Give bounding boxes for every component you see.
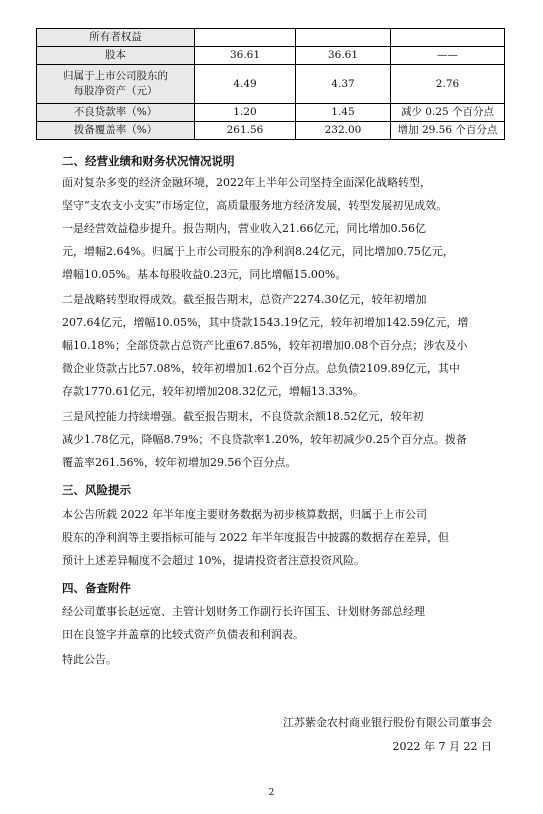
row-label: 拨备覆盖率（%） (37, 122, 195, 140)
paragraph-line: 幅10.18%；全部贷款占总资产比重67.85%，较年初增加0.08个百分点；涉农及小 (62, 339, 468, 352)
cell: 减少 0.25 个百分点 (391, 104, 505, 122)
cell: 232.00 (296, 122, 391, 140)
paragraph-line: 存款1770.61亿元，较年初增加208.32亿元，增幅13.33%。 (62, 385, 364, 398)
row-label: 股本 (37, 47, 195, 65)
financial-table (36, 28, 505, 140)
cell: 2.76 (391, 65, 505, 104)
cell (296, 29, 391, 47)
cell: 1.20 (195, 104, 296, 122)
section-heading: 三、风险提示 (62, 483, 131, 497)
paragraph-line: 股东的净利润等主要指标可能与 2022 年半年度报告中披露的数据存在差异，但 (62, 531, 449, 544)
closing-line: 特此公告。 (62, 653, 117, 666)
row-label: 归属于上市公司股东的 每股净资产（元） (37, 65, 195, 104)
signature-company: 江苏紫金农村商业银行股份有限公司董事会 (283, 716, 492, 729)
page-number: 2 (268, 788, 275, 798)
cell: 36.61 (195, 47, 296, 65)
cell: 36.61 (296, 47, 391, 65)
paragraph-line: 二是战略转型取得成效。截至报告期末，总资产2274.30亿元，较年初增加 (62, 293, 427, 306)
table-row (37, 29, 505, 47)
cell: 261.56 (195, 122, 296, 140)
cell (391, 29, 505, 47)
paragraph-line: 坚守“支农支小支实”市场定位，高质量服务地方经济发展，转型发展初见成效。 (62, 199, 448, 212)
paragraph-line: 本公告所载 2022 年半年度主要财务数据为初步核算数据，归属于上市公司 (62, 508, 427, 521)
row-label: 不良贷款率（%） (37, 104, 195, 122)
paragraph-line: 田在良签字并盖章的比较式资产负债表和利润表。 (62, 628, 304, 641)
paragraph-line: 经公司董事长赵远宽、主管计划财务工作副行长许国玉、计划财务部总经理 (62, 605, 425, 618)
section-heading: 四、备查附件 (62, 581, 131, 595)
paragraph-line: 增幅10.05%。基本每股收益0.23元，同比增幅15.00%。 (62, 268, 347, 281)
paragraph-line: 面对复杂多变的经济金融环境，2022年上半年公司坚持全面深化战略转型， (62, 176, 431, 189)
paragraph-line: 微企业贷款占比57.08%，较年初增加1.62个百分点。总负债2109.89亿元，其中 (62, 362, 460, 375)
table-row (37, 104, 505, 122)
cell (195, 29, 296, 47)
section-heading: 二、经营业绩和财务状况情况说明 (62, 154, 235, 168)
paragraph-line: 三是风控能力持续增强。截至报告期末，不良贷款余额18.52亿元，较年初 (62, 410, 424, 423)
row-label: 所有者权益 (37, 29, 195, 47)
table-row (37, 47, 505, 65)
paragraph-line: 预计上述差异幅度不会超过 10%，提请投资者注意投资风险。 (62, 554, 365, 567)
cell: —— (391, 47, 505, 65)
signature-date: 2022 年 7 月 22 日 (392, 740, 492, 753)
paragraph-line: 元，增幅2.64%。归属于上市公司股东的净利润8.24亿元，同比增加0.75亿元， (62, 245, 454, 258)
cell: 增加 29.56 个百分点 (391, 122, 505, 140)
table-row (37, 65, 505, 104)
paragraph-line: 一是经营效益稳步提升。报告期内，营业收入21.66亿元，同比增加0.56亿 (62, 222, 426, 235)
table-row (37, 122, 505, 140)
paragraph-line: 207.64亿元，增幅10.05%，其中贷款1543.19亿元，较年初增加142.59亿元，增 (62, 316, 469, 329)
cell: 4.37 (296, 65, 391, 104)
cell: 1.45 (296, 104, 391, 122)
paragraph-line: 覆盖率261.56%，较年初增加29.56个百分点。 (62, 456, 297, 469)
paragraph-line: 减少1.78亿元，降幅8.79%；不良贷款率1.20%，较年初减少0.25个百分点。拨备 (62, 433, 467, 446)
cell: 4.49 (195, 65, 296, 104)
